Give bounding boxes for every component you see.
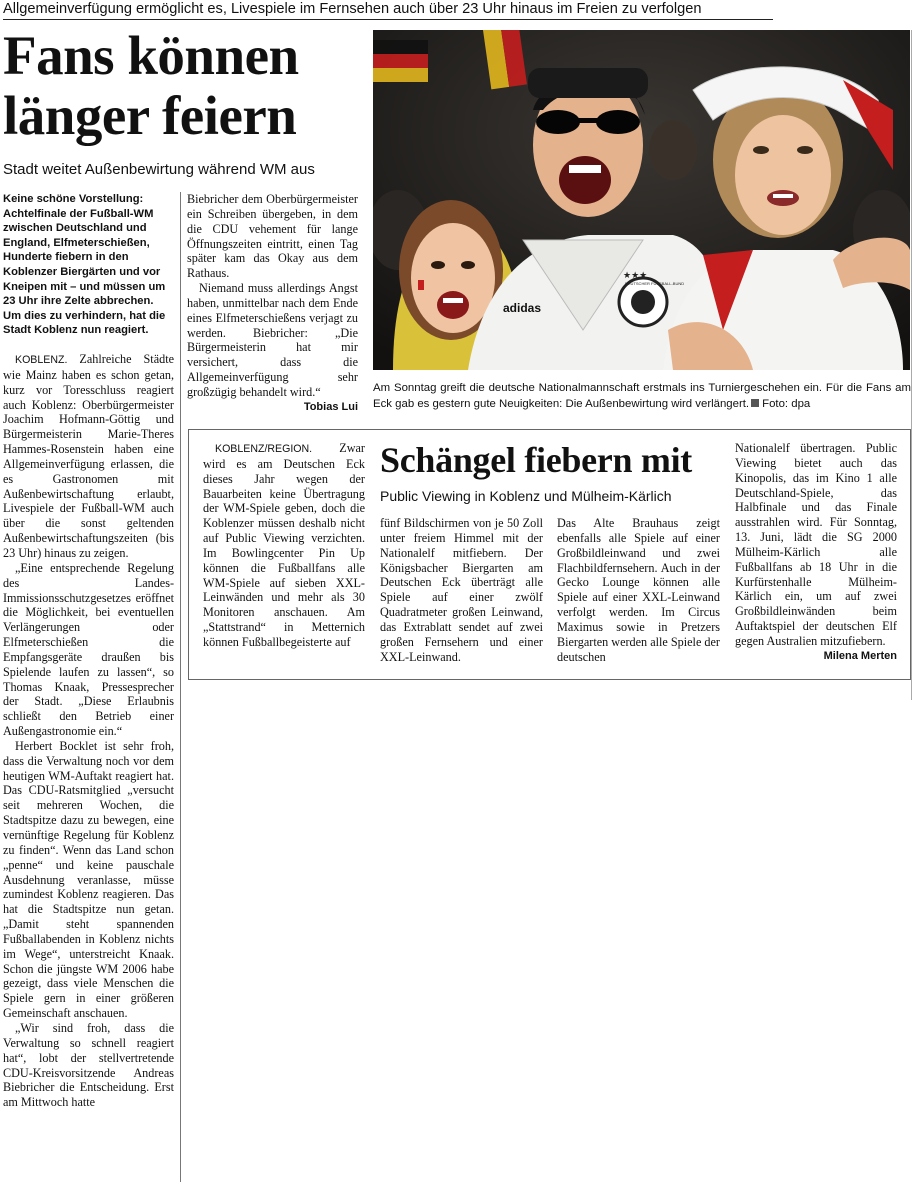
box-column-1: KOBLENZ/REGION. Zwar wird es am Deutschen Eck dieses Jahr wegen der Bauarbeiten keine Übertragung der WM-Spiele geben, doch die Koblenzer müssen deshalb nicht auf Public Viewing verzichten. Im Bowlingcenter Pin Up können die Fußballfans alle WM-Spiele auf sieben XXL-Leinwänden und mehr als 30 Monitoren anschauen. Am „Stattstrand“ in Metternich können Fußballbegeisterte auf <box>203 441 365 649</box>
fans-photo <box>373 30 910 370</box>
page-edge-rule <box>911 30 912 700</box>
fans-photo-illustration <box>373 30 910 370</box>
main-article-column-2 <box>187 192 358 417</box>
photo-caption <box>373 380 911 412</box>
article-lead: Keine schöne Vorstellung: Achtelfinale der Fußball-WM zwischen Deutschland und England, Elfmeterschießen, Hunderte fiebern in den Koblenzer Biergärten und vor Kneipen mit – und müssen um 23 Uhr ihre Zelte abbrechen. Um dies zu verhindern, hat die Stadt Koblenz nun reagiert. <box>3 193 166 337</box>
caption-text: Am Sonntag greift die deutsche Nationalmannschaft erstmals ins Turniergeschehen ein. Für die Fans am Eck gab es gestern gute Neuigkeiten: Die Außenbewirtung wird verlängert. <box>373 382 911 410</box>
headline-line-2: länger feiern <box>3 85 297 146</box>
kicker-line: Allgemeinverfügung ermöglicht es, Livespiele im Fernsehen auch über 23 Uhr hinaus im Freien zu verfolgen <box>3 0 773 20</box>
flag-left <box>373 40 428 82</box>
paragraph-3: Herbert Bocklet ist sehr froh, dass die Verwaltung noch vor dem heutigen WM-Auftakt reagiert hat. Das CDU-Ratsmitglied „versucht seit mehreren Wochen, die Stadtspitze dazu zu bewegen, eine vernünftige Regelung für Koblenz zu finden“. Wenn das Land schon „penne“ und keine pauschale Ausdehnung veranlasse, müsse zumindest Koblenz reagieren. Das hat die Stadtspitze nun getan. „Damit steht spannenden Fußballabenden in Koblenz nichts im Wege“, unterstreicht Knaak. Schon die jüngste WM 2006 habe gezeigt, dass viele Menschen die Spiele gern in einer größeren Gemeinschaft anschauen. <box>3 738 174 1021</box>
stars-icon: ★★★ <box>623 271 648 281</box>
main-subheadline: Stadt weitet Außenbewirtung während WM aus <box>3 161 315 178</box>
column-divider <box>180 192 181 1182</box>
box-column-4: Nationalelf übertragen. Public Viewing bietet auch das Kinopolis, das im Kino 1 alle Deutschland-Spiele, das Halbfinale und das Finale ausstrahlen wird. Für Sonntag, 13. Juni, lädt die SG 2000 Mülheim-Kärlich alle Fußballfans ab 18 Uhr in die Kurfürstenhalle Mülheim-Kärlich ein, um auf zwei Großbildleinwänden beim Auftaktspiel der deutschen Elf gegen Australien mitzufiebern. Milena Merten <box>735 441 897 662</box>
paragraph-2: „Eine entsprechende Regelung des Landes-Immissionsschutzgesetzes eröffnet die Möglichkeit, bei eventuellen Verlängerungen oder Elfmeterschießen die Empfangsgeräte draußen bis Spielende laufen zu lassen“, so Thomas Knaak, Pressesprecher der Stadt. „Diese Erlaubnis schließt den Betrieb einer Außengastronomie ein.“ <box>3 560 174 739</box>
main-article-column-1 <box>3 352 174 1182</box>
author-byline: Tobias Lui <box>303 400 358 413</box>
box-dateline: KOBLENZ/REGION. <box>215 443 313 455</box>
paragraph-4: „Wir sind froh, dass die Verwaltung so schnell reagiert hat“, lobt der stellvertretende CDU-Kreisvorsitzende Andreas Biebricher die Entscheidung. Erst am Mittwoch hatte <box>3 1020 174 1110</box>
shirt-brand-text: adidas <box>503 301 542 315</box>
photo-credit: Foto: dpa <box>762 398 811 410</box>
badge-text: DEUTSCHER FUSSBALL-BUND <box>625 281 685 286</box>
paragraph-5: Biebricher dem Oberbürgermeister ein Schreiben übergeben, in dem die CDU vehement für lange Öffnungszeiten eintritt, einen Tag später kam das Okay aus dem Rathaus. <box>187 192 358 281</box>
headline-line-1: Fans können <box>3 25 299 86</box>
main-headline <box>3 26 368 146</box>
box-author-byline: Milena Merten <box>823 649 897 662</box>
paragraph-6: Niemand muss allerdings Angst haben, unmittelbar nach dem Ende eines Elfmeterschießens verjagt zu werden. Biebricher: „Die Bürgermeisterin hat mir versichert, dass die Allgemeinverfügung sehr großzügig behandelt wird.“ Tobias Lui <box>187 281 358 413</box>
dateline: KOBLENZ. <box>15 354 68 366</box>
box-column-2: fünf Bildschirmen von je 50 Zoll unter freiem Himmel mit der Nationalelf mitfiebern. Der Königsbacher Biergarten am Deutschen Eck überträgt alle Spiele auf einer zwölf Quadratmeter großen Leinwand, das Extrablatt sendet auf zwei großen Fernsehern und einer XXL-Leinwand. <box>380 516 543 664</box>
box-subheadline: Public Viewing in Koblenz und Mülheim-Kärlich <box>380 488 672 504</box>
paragraph-1: KOBLENZ. Zahlreiche Städte wie Mainz haben es schon getan, kurz vor Toresschluss reagiert auch Koblenz: Oberbürgermeister Joachim Hofmann-Göttig und Bürgermeisterin Marie-Theres Hammes-Rosenstein haben eine Allgemeinverfügung erlassen, die es Gastronomen mit Außenbewirtschaftung erlaubt, Livespiele der Fußball-WM auch über die sonst geltenden Außenbewirtschaftungszeiten (bis 23 Uhr) hinaus zu zeigen. <box>3 352 174 560</box>
box-column-3: Das Alte Brauhaus zeigt ebenfalls alle Spiele auf einer Großbildleinwand und zwei Flachbildfernsehern. Auch in der Gecko Lounge können alle Spiele auf einer XXL-Leinwand verfolgt werden. Im Circus Maximus sowie in Pretzers Biergarten werden alle Spiele der deutschen <box>557 516 720 664</box>
caption-square-icon <box>751 399 759 407</box>
box-headline: Schängel fiebern mit <box>380 440 692 480</box>
